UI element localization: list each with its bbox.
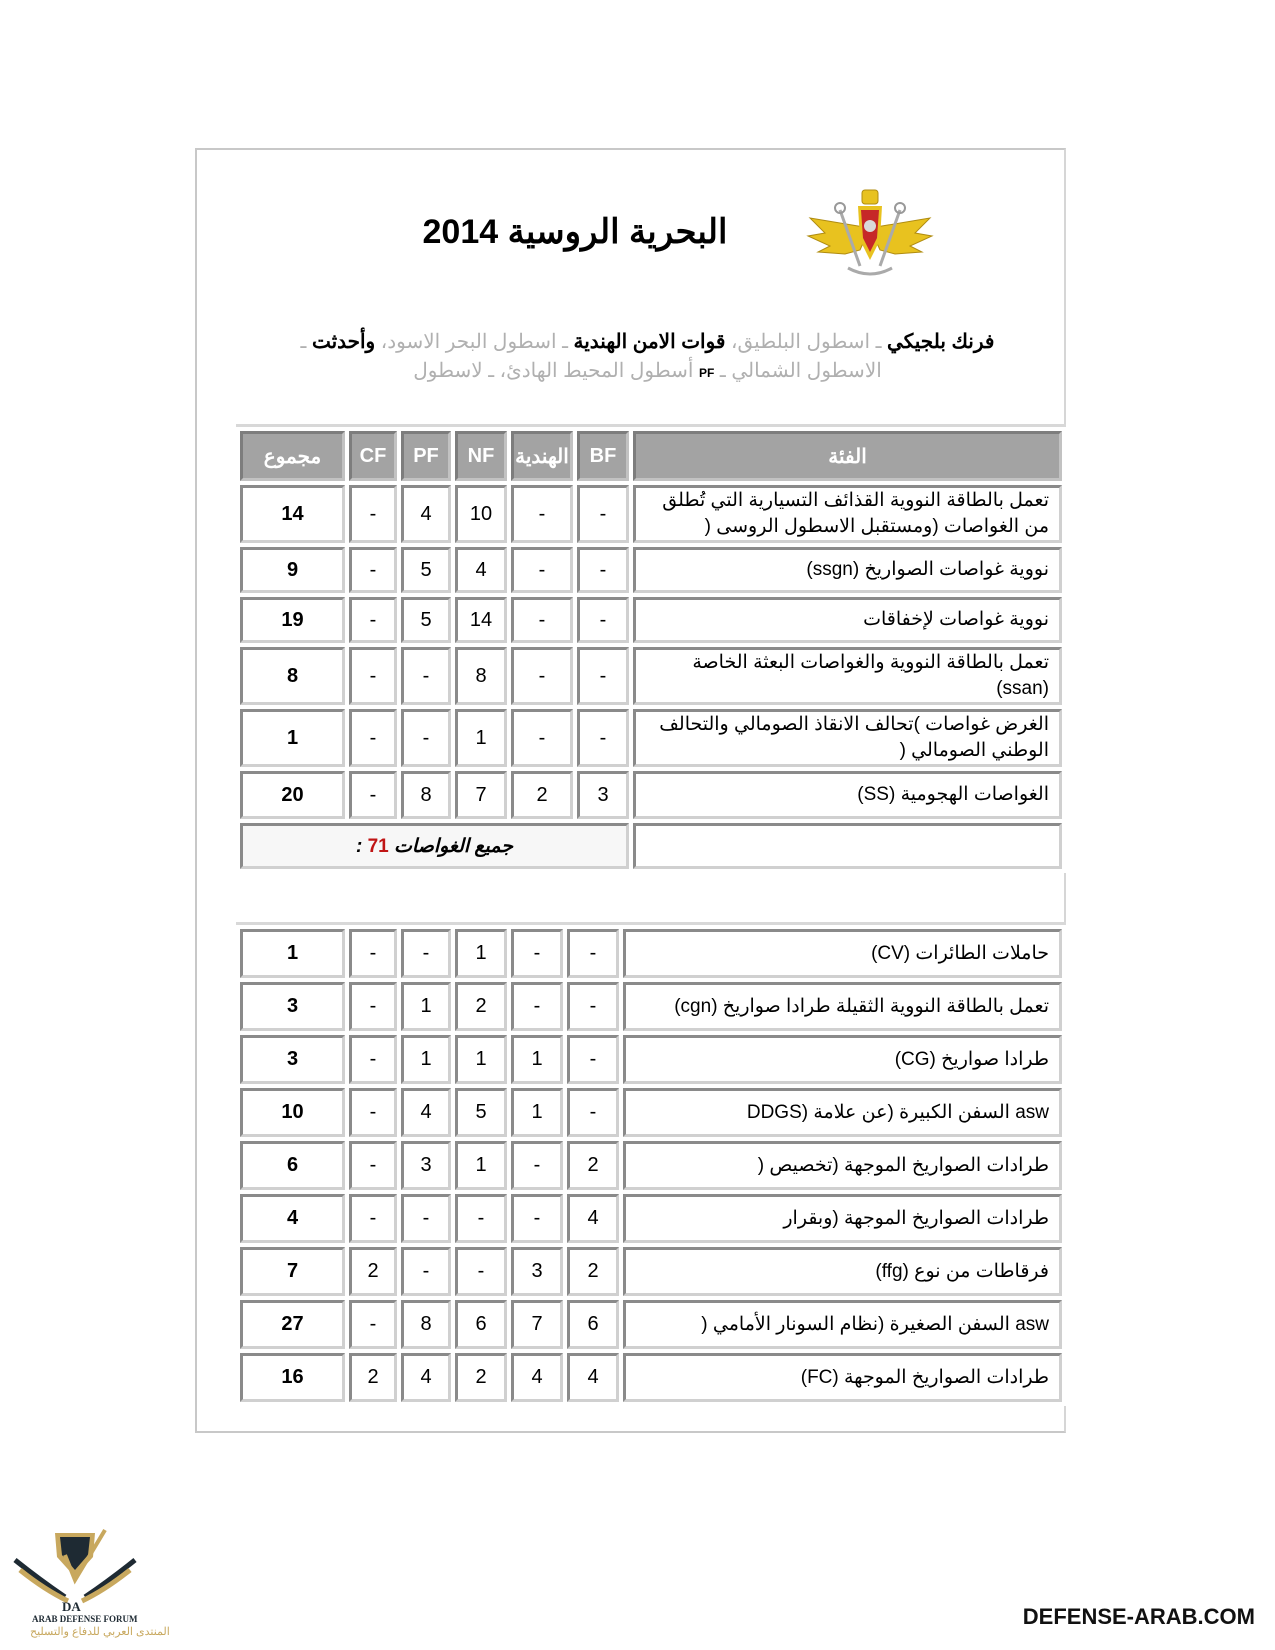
cell-total: 6 [240, 1141, 345, 1190]
cell-cf: - [349, 485, 397, 543]
intro-pf: PF [699, 366, 715, 380]
cell-total: 27 [240, 1300, 345, 1349]
cell-cf: - [349, 982, 397, 1031]
cell-pf: - [401, 647, 451, 705]
cell-total: 20 [240, 771, 345, 819]
cell-nf: 14 [455, 597, 507, 643]
page-title: البحرية الروسية 2014 [422, 213, 728, 251]
cell-total: 10 [240, 1088, 345, 1137]
cell-category: الغواصات الهجومية (SS) [633, 771, 1062, 819]
cell-hindi: 3 [511, 1247, 563, 1296]
cell-bf: 2 [567, 1247, 619, 1296]
cell-bf: 4 [567, 1353, 619, 1402]
intro-paragraph [285, 328, 1010, 388]
intro-bold-2: قوات الامن الهندية [573, 331, 726, 353]
cell-category: تعمل بالطاقة النووية القذائف التسيارية التي تُطلق من الغواصات (ومستقبل الاسطول الروسى ( [633, 485, 1062, 543]
cell-total: 9 [240, 547, 345, 593]
logo-subtitle: المنتدى العربي للدفاع والتسليح [30, 1626, 170, 1638]
intro-text-4: أسطول المحيط الهادئ، ـ لاسطول [413, 360, 699, 382]
cell-hindi: - [511, 647, 573, 705]
cell-cf: - [349, 1141, 397, 1190]
cell-pf: - [401, 929, 451, 978]
cell-bf: - [567, 982, 619, 1031]
cell-cf: - [349, 771, 397, 819]
cell-hindi: 2 [511, 771, 573, 819]
cell-nf: 2 [455, 982, 507, 1031]
cell-category: نووية غواصات لإخفاقات [633, 597, 1062, 643]
cell-total: 7 [240, 1247, 345, 1296]
cell-hindi: 1 [511, 1088, 563, 1137]
cell-pf: 4 [401, 1088, 451, 1137]
cell-pf: - [401, 1194, 451, 1243]
cell-total: 1 [240, 709, 345, 767]
surface-ships-table [236, 922, 1066, 1406]
table-row [240, 1300, 1062, 1349]
cell-nf: 6 [455, 1300, 507, 1349]
cell-bf: - [577, 485, 629, 543]
cell-bf: - [567, 1088, 619, 1137]
summary-empty-cell [633, 823, 1062, 869]
cell-cf: - [349, 1194, 397, 1243]
cell-nf: 1 [455, 1141, 507, 1190]
cell-pf: 1 [401, 982, 451, 1031]
cell-nf: 10 [455, 485, 507, 543]
summary-label: جميع الغواصات [394, 835, 514, 857]
cell-bf: - [577, 647, 629, 705]
logo-title: ARAB DEFENSE FORUM [32, 1614, 138, 1624]
logo-mark: DA [62, 1599, 81, 1614]
table-row [240, 1247, 1062, 1296]
intro-text-2: ـ اسطول البحر الاسود، [375, 331, 574, 353]
arab-defense-forum-logo [10, 1525, 170, 1645]
cell-hindi: - [511, 982, 563, 1031]
header-bf: BF [577, 431, 629, 481]
cell-category: تعمل بالطاقة النووية الثقيلة طرادا صواريخ (cgn) [623, 982, 1062, 1031]
cell-cf: - [349, 929, 397, 978]
cell-category: فرقاطات من نوع (ffg) [623, 1247, 1062, 1296]
table-row [240, 547, 1062, 593]
cell-hindi: - [511, 485, 573, 543]
cell-pf: 1 [401, 1035, 451, 1084]
header-hindi: الهندية [511, 431, 573, 481]
cell-hindi: 7 [511, 1300, 563, 1349]
header-category: الفئة [633, 431, 1062, 481]
cell-bf: - [577, 709, 629, 767]
cell-nf: 1 [455, 1035, 507, 1084]
cell-cf: - [349, 1035, 397, 1084]
cell-total: 8 [240, 647, 345, 705]
cell-pf: - [401, 1247, 451, 1296]
cell-cf: 2 [349, 1247, 397, 1296]
cell-category: تعمل بالطاقة النووية والغواصات البعثة الخاصة (ssan) [633, 647, 1062, 705]
header-cf: CF [349, 431, 397, 481]
cell-cf: - [349, 597, 397, 643]
table-row [240, 1035, 1062, 1084]
cell-bf: 2 [567, 1141, 619, 1190]
cell-bf: 6 [567, 1300, 619, 1349]
cell-cf: - [349, 1300, 397, 1349]
cell-hindi: - [511, 1194, 563, 1243]
cell-cf: - [349, 709, 397, 767]
cell-pf: 8 [401, 771, 451, 819]
cell-hindi: - [511, 547, 573, 593]
table-row [240, 982, 1062, 1031]
cell-cf: - [349, 1088, 397, 1137]
table-row [240, 771, 1062, 819]
cell-total: 19 [240, 597, 345, 643]
table-row [240, 1353, 1062, 1402]
cell-bf: - [567, 929, 619, 978]
cell-nf: 7 [455, 771, 507, 819]
intro-text-1: ـ اسطول البلطيق، [725, 331, 888, 353]
cell-cf: 2 [349, 1353, 397, 1402]
cell-hindi: - [511, 929, 563, 978]
cell-hindi: - [511, 1141, 563, 1190]
cell-pf: 8 [401, 1300, 451, 1349]
cell-pf: - [401, 709, 451, 767]
cell-pf: 5 [401, 597, 451, 643]
submarines-table [236, 424, 1066, 873]
cell-total: 14 [240, 485, 345, 543]
table-row [240, 597, 1062, 643]
intro-bold-1: فرنك بلجيكي [887, 331, 995, 353]
cell-nf: - [455, 1247, 507, 1296]
cell-nf: - [455, 1194, 507, 1243]
summary-suffix: : [355, 835, 368, 857]
cell-category: طرادا صواريخ (CG) [623, 1035, 1062, 1084]
cell-total: 16 [240, 1353, 345, 1402]
cell-cf: - [349, 547, 397, 593]
summary-row [240, 823, 1062, 869]
cell-bf: - [577, 547, 629, 593]
intro-bold-3: وأحدثت [311, 331, 376, 353]
table-row [240, 485, 1062, 543]
cell-bf: - [567, 1035, 619, 1084]
cell-nf: 2 [455, 1353, 507, 1402]
cell-nf: 5 [455, 1088, 507, 1137]
cell-total: 1 [240, 929, 345, 978]
cell-pf: 4 [401, 485, 451, 543]
table-row [240, 929, 1062, 978]
cell-total: 3 [240, 982, 345, 1031]
cell-hindi: - [511, 709, 573, 767]
table-row [240, 647, 1062, 705]
cell-pf: 5 [401, 547, 451, 593]
cell-hindi: - [511, 597, 573, 643]
cell-bf: - [577, 597, 629, 643]
cell-nf: 1 [455, 929, 507, 978]
header-total: مجموع [240, 431, 345, 481]
russian-navy-emblem-icon [800, 188, 940, 282]
cell-pf: 3 [401, 1141, 451, 1190]
summary-value: 71 [367, 835, 389, 857]
cell-category: الغرض غواصات )تحالف الانقاذ الصومالي والتحالف الوطني الصومالي ( [633, 709, 1062, 767]
header-row [240, 431, 1062, 481]
header-pf: PF [401, 431, 451, 481]
site-url: DEFENSE-ARAB.COM [1022, 1604, 1255, 1629]
cell-hindi: 1 [511, 1035, 563, 1084]
cell-total: 4 [240, 1194, 345, 1243]
cell-hindi: 4 [511, 1353, 563, 1402]
table-row [240, 1088, 1062, 1137]
cell-category: asw السفن الصغيرة (نظام السونار الأمامي ( [623, 1300, 1062, 1349]
table-row [240, 1141, 1062, 1190]
cell-category: نووية غواصات الصواريخ (ssgn) [633, 547, 1062, 593]
cell-nf: 8 [455, 647, 507, 705]
table-row [240, 1194, 1062, 1243]
cell-bf: 3 [577, 771, 629, 819]
intro-text-3: ـ الاسطول الشمالي ـ [300, 331, 882, 382]
cell-category: طرادات الصواريخ الموجهة (وبقرار [623, 1194, 1062, 1243]
cell-pf: 4 [401, 1353, 451, 1402]
submarines-total [240, 823, 629, 869]
cell-category: حاملات الطائرات (CV) [623, 929, 1062, 978]
table-row [240, 709, 1062, 767]
cell-cf: - [349, 647, 397, 705]
cell-bf: 4 [567, 1194, 619, 1243]
cell-category: طرادات الصواريخ الموجهة (تخصيص ( [623, 1141, 1062, 1190]
cell-category: asw السفن الكبيرة (عن علامة (DDGS [623, 1088, 1062, 1137]
cell-category: طرادات الصواريخ الموجهة (FC) [623, 1353, 1062, 1402]
cell-nf: 1 [455, 709, 507, 767]
cell-nf: 4 [455, 547, 507, 593]
cell-total: 3 [240, 1035, 345, 1084]
header-nf: NF [455, 431, 507, 481]
